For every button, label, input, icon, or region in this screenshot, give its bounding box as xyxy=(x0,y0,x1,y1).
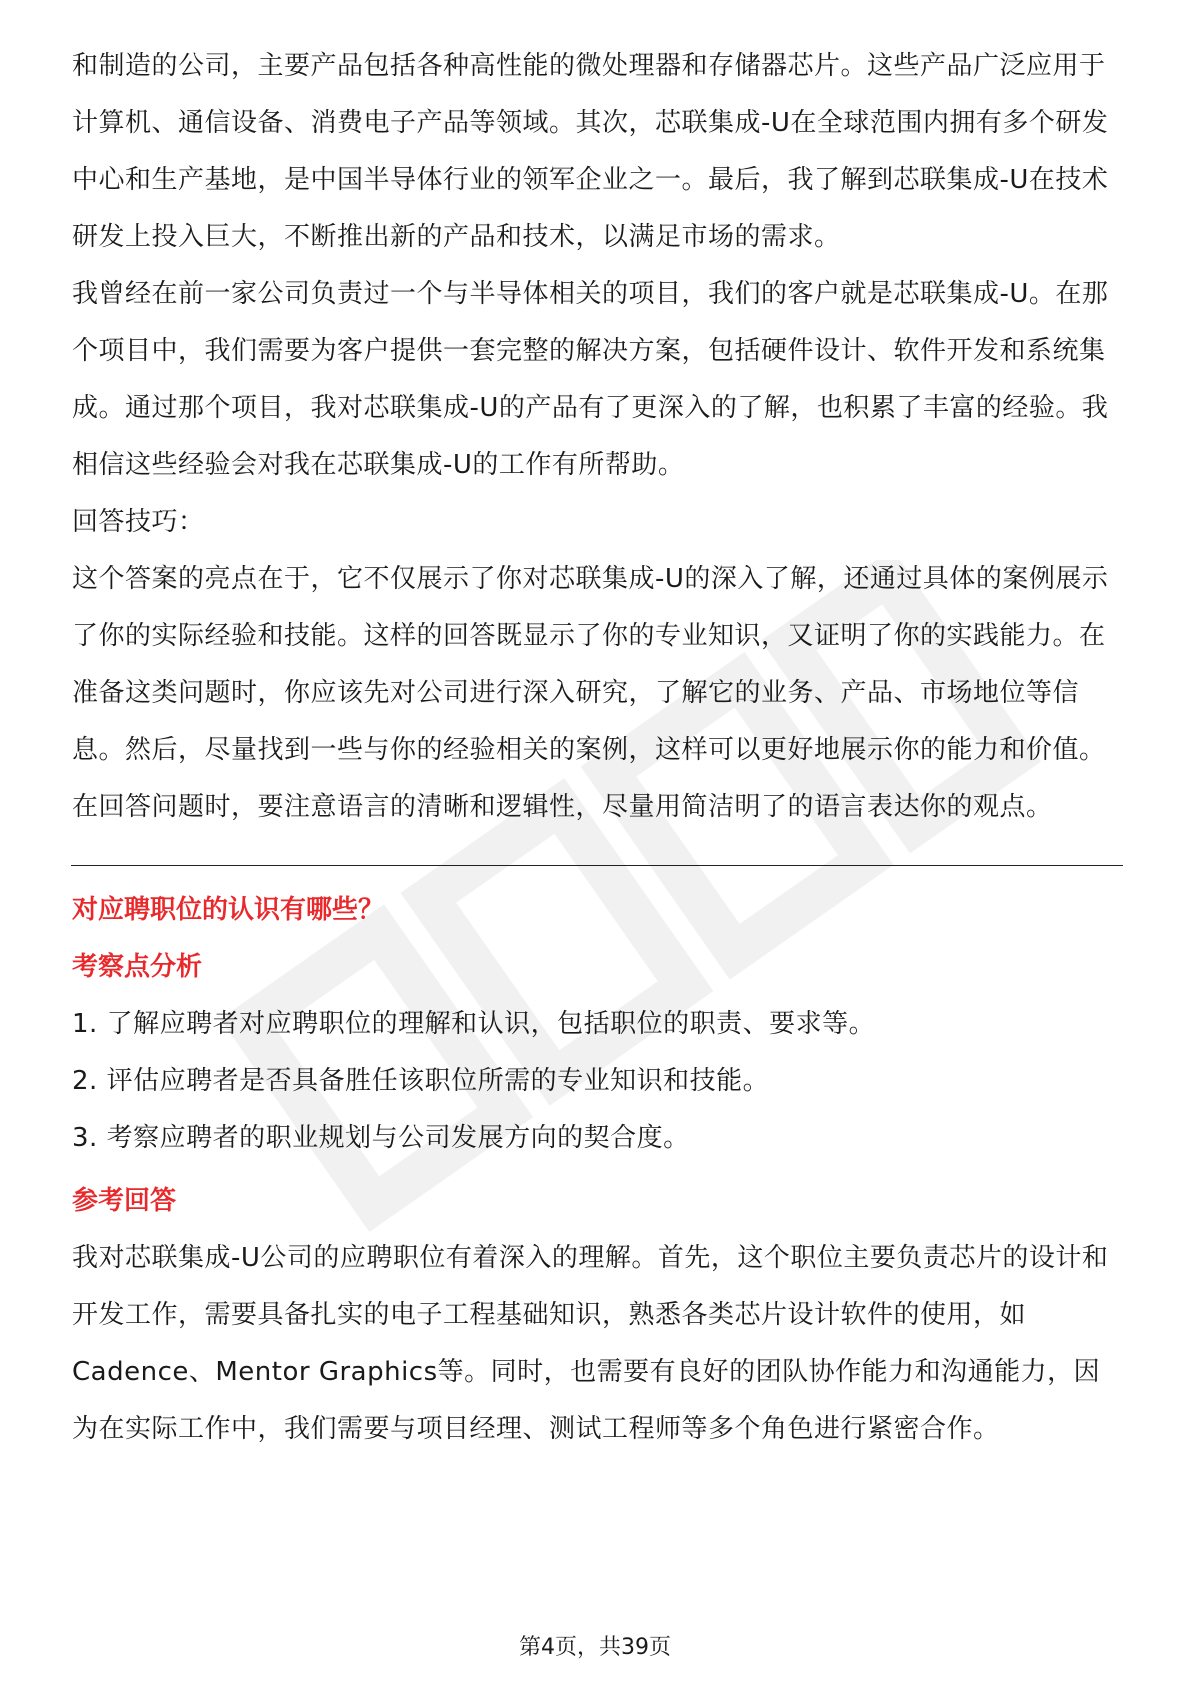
body-paragraph: 和制造的公司，主要产品包括各种高性能的微处理器和存储器芯片。这些产品广泛应用于计算机、通信设备、消费电子产品等领域。其次，芯联集成-U在全球范围内拥有多个研发中心和生产基地，是中国半导体行业的领军企业之一。最后，我了解到芯联集成-U在技术研发上投入巨大，不断推出新的产品和技术，以满足市场的需求。 xyxy=(72,51,1109,252)
question-title: 对应聘职位的认识有哪些？ xyxy=(72,895,385,925)
answer-tips-label: 回答技巧： xyxy=(72,507,205,537)
body-paragraph: 我曾经在前一家公司负责过一个与半导体相关的项目，我们的客户就是芯联集成-U。在那个项目中，我们需要为客户提供一套完整的解决方案，包括硬件设计、软件开发和系统集成。通过那个项目，我对芯联集成-U的产品有了更深入的了解，也积累了丰富的经验。我相信这些经验会对我在芯联集成-U的工作有所帮助。 xyxy=(72,279,1109,480)
section-divider xyxy=(71,865,1123,866)
body-paragraph: 这个答案的亮点在于，它不仅展示了你对芯联集成-U的深入了解，还通过具体的案例展示了你的实际经验和技能。这样的回答既显示了你的专业知识，又证明了你的实践能力。在准备这类问题时，你应该先对公司进行深入研究，了解它的业务、产品、市场地位等信息。然后，尽量找到一些与你的经验相关的案例，这样可以更好地展示你的能力和价值。在回答问题时，要注意语言的清晰和逻辑性，尽量用简洁明了的语言表达你的观点。 xyxy=(72,564,1109,822)
reference-heading: 参考回答 xyxy=(72,1186,177,1216)
page-footer: 第4页，共39页 xyxy=(519,1635,671,1660)
analysis-item: 2. 评估应聘者是否具备胜任该职位所需的专业知识和技能。 xyxy=(72,1066,770,1096)
document-page xyxy=(72,38,1122,1458)
analysis-heading: 考察点分析 xyxy=(72,952,203,982)
analysis-item: 3. 考察应聘者的职业规划与公司发展方向的契合度。 xyxy=(72,1123,690,1153)
reference-answer: 我对芯联集成-U公司的应聘职位有着深入的理解。首先，这个职位主要负责芯片的设计和开发工作，需要具备扎实的电子工程基础知识，熟悉各类芯片设计软件的使用，如Cadence、Mentor Graphics等。同时，也需要有良好的团队协作能力和沟通能力，因为在实际工作中，我们需要与项目经理、测试工程师等多个角色进行紧密合作。 xyxy=(72,1243,1109,1444)
analysis-item: 1. 了解应聘者对应聘职位的理解和认识，包括职位的职责、要求等。 xyxy=(72,1009,876,1039)
